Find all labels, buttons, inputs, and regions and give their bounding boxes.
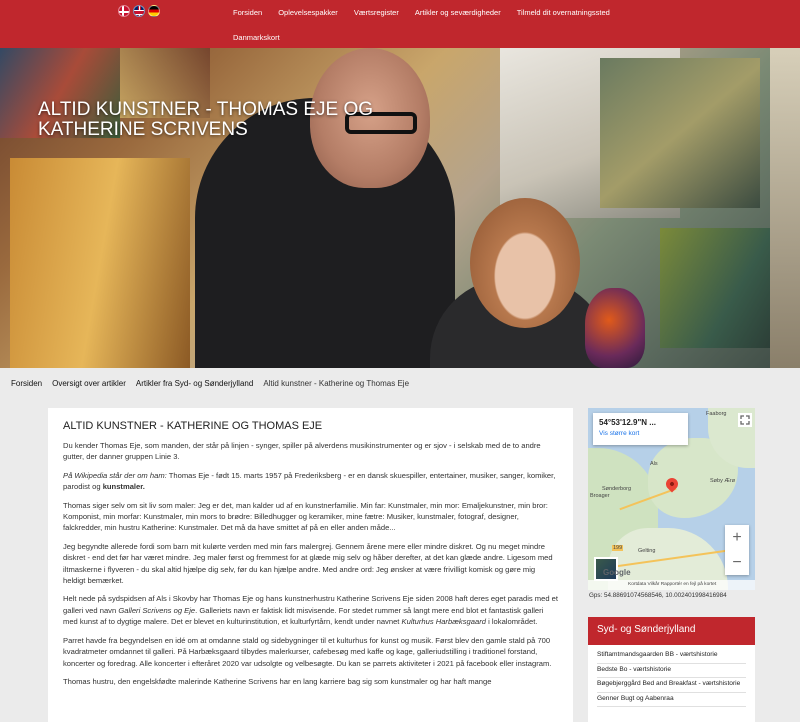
region-sidebar bbox=[588, 617, 755, 722]
top-navigation bbox=[0, 0, 800, 48]
painting bbox=[770, 48, 800, 368]
painting bbox=[10, 158, 190, 368]
sidebar-title: Syd- og Sønderjylland bbox=[588, 617, 755, 645]
map-attribution[interactable]: Kortdata Vilkår Rapportér en fejl på kortet bbox=[588, 580, 755, 590]
nav-item-oplevelsespakker[interactable]: Oplevelsespakker bbox=[278, 8, 338, 17]
map-info-card bbox=[593, 413, 688, 445]
breadcrumb-current: Altid kunstner - Katherine og Thomas Eje bbox=[263, 378, 410, 388]
map-coordinates: 54°53'12.9"N ... bbox=[599, 418, 656, 427]
map-label-soby: Søby Ærø bbox=[710, 478, 736, 484]
wikipedia-text: Thomas Eje - født 15. marts 1957 på Frederiksberg - er en dansk skuespiller, entertainer, musiker, sanger, komiker, parodist og bbox=[63, 470, 556, 492]
painting bbox=[660, 228, 780, 348]
map-label-gelting: Gelting bbox=[638, 548, 656, 554]
wikipedia-bold: kunstmaler. bbox=[102, 482, 145, 492]
article-paragraph bbox=[63, 470, 558, 493]
gps-coordinates: Gps: 54.88691074568546, 10.002401998416984 bbox=[589, 592, 727, 599]
vase bbox=[585, 288, 645, 368]
breadcrumb-articles[interactable]: Oversigt over artikler bbox=[52, 378, 126, 388]
article-paragraph: Parret havde fra begyndelsen en idé om at omdanne stald og sidebygninger til et kulturhus for kunst og musik. Først blev den gamle stald på 700 kvadratmeter omdannet til galleri. På Harbæksgaard tilbydes malerkurser, cafebesøg med kaffe og kage, galleriudstilling i traditionel forstand, koncerter og foredrag. Alle koncerter i efteråret 2020 var udsolgte og velbesøgte. Du kan se parrets aktiviteter i 2021 på facebook eller instagram. bbox=[63, 635, 552, 668]
map-label-sonderborg: Sønderborg bbox=[602, 486, 632, 492]
zoom-in-button[interactable]: + bbox=[732, 529, 742, 546]
nav-item-vaertsregister[interactable]: Værtsregister bbox=[353, 8, 399, 17]
breadcrumb-home[interactable]: Forsiden bbox=[11, 378, 43, 388]
list-item[interactable]: Genner Bugt og Aabenraa bbox=[597, 693, 746, 708]
article-paragraph: Du kender Thomas Eje, som manden, der står på linjen - synger, spiller på alverdens musikinstrumenter og er sjov - i selskab med de to andre gutter, der danner gruppen Linie 3. bbox=[63, 441, 541, 462]
article-paragraph bbox=[63, 593, 558, 627]
map-label-faaborg: Faaborg bbox=[706, 411, 727, 417]
list-item[interactable]: Stiftamtmandsgaarden BB - værtshistorie bbox=[597, 649, 746, 664]
woman-head bbox=[470, 198, 580, 328]
nav-item-tilmeld[interactable]: Tilmeld dit overnatningssted bbox=[516, 8, 610, 17]
sidebar-list bbox=[588, 645, 755, 711]
painting bbox=[600, 58, 760, 208]
fullscreen-icon[interactable] bbox=[738, 413, 752, 427]
map-label-broager: Broager bbox=[590, 493, 610, 499]
nav-item-artikler[interactable]: Artikler og seværdigheder bbox=[414, 8, 501, 17]
article bbox=[48, 408, 573, 722]
text-span: Helt nede på sydspidsen af Als i Skovby har Thomas Eje og hans kunstnerhustru Katherine Scrivens Eje siden 2008 haft deres eget paradis med et galleri ved navn bbox=[63, 594, 559, 615]
zoom-out-button[interactable]: − bbox=[732, 554, 742, 571]
danish-flag-icon[interactable] bbox=[118, 5, 130, 17]
text-span: i lokalområdet. bbox=[485, 617, 538, 627]
article-title: ALTID KUNSTNER - KATHERINE OG THOMAS EJE bbox=[63, 420, 323, 432]
article-paragraph: Thomas hustru, den engelskfødte malerinde Katherine Scrivens har en lang karriere bag sig som kunstmaler og har haft mange bbox=[63, 676, 492, 686]
text-span: . Galleriets navn er faktisk lidt misvisende. For stedet rummer så langt mere end blot et fantastisk galleri med kunst af to dygtige malere. Det er blevet en kulturinstitution, et kulturfyrtårn, kendt under navnet bbox=[63, 605, 544, 627]
google-logo: Google bbox=[603, 568, 631, 577]
wikipedia-intro: På Wikipedia står der om ham: bbox=[63, 470, 167, 480]
breadcrumb bbox=[0, 368, 800, 398]
nav-item-danmarkskort[interactable]: Danmarkskort bbox=[233, 33, 280, 42]
list-item[interactable]: Bedste Bo - værtshistorie bbox=[597, 664, 746, 679]
article-paragraph: Jeg begyndte allerede fordi som barn mit kulørte verden med min fars malergrej. Gennem årene mere eller mindre diskret. Og nu meget mindre diskret - end det før har været mindre. Jeg maler først og fremmest for at glæde mig selv og håber derefter, at det kan glæde andre. Ligesom med iltmaskerne i flyveren - du skal altid hjælpe dig selv, før du kan hjælpe andre. Med andre ord: Jeg ønsker at være frivilligt komisk og gøre mig heldigt bemærket. bbox=[63, 541, 553, 586]
map-label-als: Als bbox=[650, 461, 658, 467]
english-flag-icon[interactable] bbox=[133, 5, 145, 17]
map-label-road-199: 199 bbox=[613, 545, 623, 551]
list-item[interactable]: Bøgebjerggård Bed and Breakfast - værtshistorie bbox=[597, 678, 746, 693]
culture-house-name: Kulturhus Harbæksgaard bbox=[401, 617, 486, 627]
breadcrumb-region[interactable]: Artikler fra Syd- og Sønderjylland bbox=[135, 378, 254, 388]
article-paragraph: Thomas siger selv om sit liv som maler: Jeg er det, man kalder ud af en kunstnerfamilie. Min far: Kunstmaler, min mor: Emaljekunstner, min bror: Komponist, min morfar: Kunstmaler, min mors to brødre: Billedhugger og keramiker, mine fætre: Musiker, kunstmaler, fotograf, designer, falckredder, min hustru Katherine: Kunstmaler. Det må da have smittet af på en eller anden måde... bbox=[63, 500, 548, 533]
gallery-name: Galleri Scrivens og Eje bbox=[118, 605, 196, 615]
german-flag-icon[interactable] bbox=[148, 5, 160, 17]
language-selector bbox=[118, 5, 160, 17]
nav-item-forsiden[interactable]: Forsiden bbox=[233, 8, 263, 17]
larger-map-link[interactable]: Vis større kort bbox=[599, 430, 640, 437]
hero-title: ALTID KUNSTNER - THOMAS EJE OG KATHERINE SCRIVENS bbox=[38, 99, 374, 140]
main-menu bbox=[225, 0, 785, 50]
map-zoom-control bbox=[725, 525, 749, 575]
hero-image bbox=[0, 48, 800, 368]
